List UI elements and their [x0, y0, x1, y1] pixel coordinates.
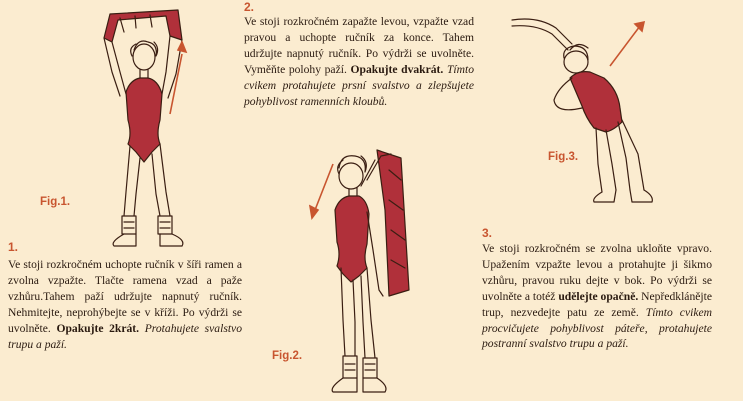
step-1-benefit: Protahujete svalstvo trupu a paží. [8, 321, 243, 351]
step-3-text [482, 241, 712, 352]
step-1-body: Ve stoji rozkročném uchopte ručník v šíři ramen a zvolna vzpažte. Tlačte ramena vzad a paže vzhůru.Tahem paží udržujte napnutý ručník. Nehmitejte, neprohýbejte se v kříži. Po výdrži se uvolněte. [8, 258, 242, 335]
step-1-number: 1. [8, 240, 19, 254]
step-1-repeat: Opakujte 2krát. [56, 321, 140, 335]
step-3-number: 3. [482, 226, 493, 240]
step-2-body: Ve stoji rozkročném zapažte levou, vzpažte vzad pravou a uchopte ručník za konce. Tahem udržujte napnutý ručník. Po výdrži se uvolněte. Vyměňte polohy paží. [244, 15, 474, 76]
step-2-text [244, 14, 474, 109]
figure-2-label: Fig.2. [272, 350, 303, 362]
step-3-body: Ve stoji rozkročném se zvolna ukloňte vpravo. Upažením vzpažte levou a protahujte ji šikmo vzhůru, pravou ruku dejte v bok. Po výdrži se uvolněte a totéž [482, 242, 712, 303]
figure-1-illustration [90, 2, 200, 252]
figure-1-label: Fig.1. [40, 196, 71, 208]
step-2-repeat: Opakujte dvakrát. [350, 62, 444, 76]
figure-2-illustration [305, 140, 415, 400]
step-2-benefit: Tímto cvikem protahujete prsní svalstvo a zlepšujete pohyblivost ramenních kloubů. [244, 62, 475, 108]
step-3-body-2: Nepředklánějte trup, nezvedejte patu ze země. [482, 289, 712, 319]
step-1-text [8, 257, 242, 352]
step-2-number: 2. [244, 0, 255, 14]
figure-3-illustration [508, 4, 658, 214]
step-3-benefit: Tímto cvikem procvičujete pohyblivost páteře, protahujete postranní svalstvo trupu a paží. [482, 305, 712, 351]
step-3-repeat: udělejte opačně. [558, 289, 639, 303]
figure-3-label: Fig.3. [548, 151, 579, 163]
